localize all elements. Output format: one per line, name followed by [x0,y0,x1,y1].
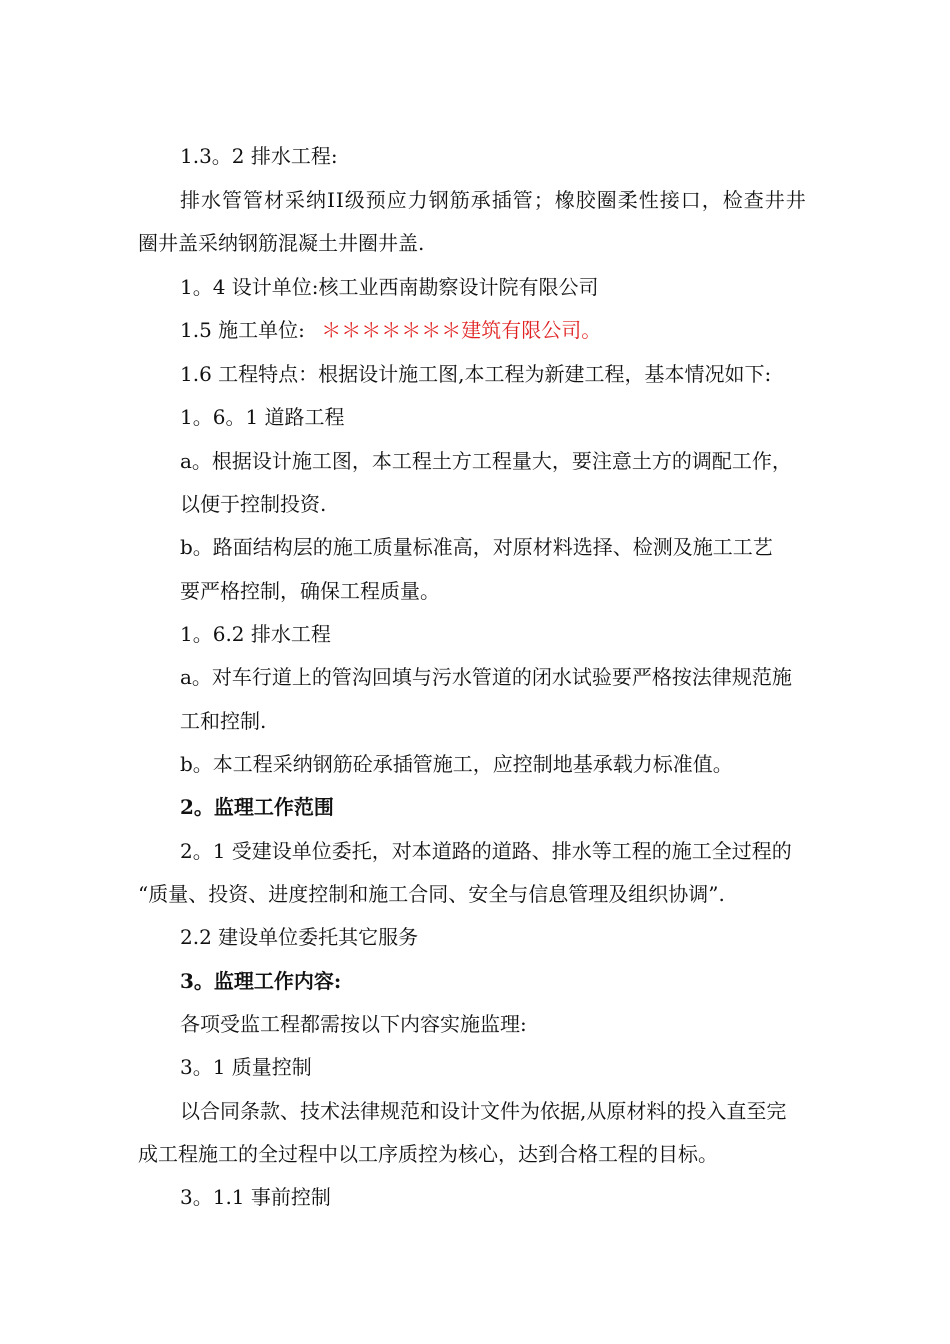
road-item-a-line-2: 以便于控制投资. [180,492,327,516]
heading-1-3-2: 1.3。2 排水工程: [180,144,338,168]
road-item-a-line-1: a。根据设计施工图，本工程土方工程量大，要注意土方的调配工作， [180,449,792,473]
section-2-heading: 2。监理工作范围 [180,795,334,819]
construction-unit [180,316,601,344]
project-features: 1.6 工程特点：根据设计施工图,本工程为新建工程，基本情况如下: [180,362,772,386]
scope-2-1-line-1: 2。1 受建设单位委托，对本道路的道路、排水等工程的施工全过程的 [180,839,792,863]
paragraph-drainage-line-1: 排水管管材采纳II级预应力钢筋承插管；橡胶圈柔性接口，检查井井 [180,188,807,212]
section-3-heading: 3。监理工作内容: [180,969,342,993]
quality-paragraph-line-2: 成工程施工的全过程中以工序质控为核心，达到合格工程的目标。 [138,1142,718,1166]
paragraph-drainage-line-2: 圈井盖采纳钢筋混凝土井圈井盖. [138,231,425,255]
scope-2-2: 2.2 建设单位委托其它服务 [180,925,419,949]
road-item-b-line-2: 要严格控制，确保工程质量。 [180,579,440,603]
drain-item-a-line-1: a。对车行道上的管沟回填与污水管道的闭水试验要严格按法律规范施 [180,665,792,689]
road-item-b-line-1: b。路面结构层的施工质量标准高，对原材料选择、检测及施工工艺 [180,535,773,559]
construction-unit-label: 1.5 施工单位: [180,318,305,342]
design-unit: 1。4 设计单位:核工业西南勘察设计院有限公司 [180,275,599,299]
heading-1-6-1: 1。6。1 道路工程 [180,405,345,429]
scope-2-1-line-2: “质量、投资、进度控制和施工合同、安全与信息管理及组织协调”. [138,882,725,906]
section-3-intro: 各项受监工程都需按以下内容实施监理: [180,1012,527,1036]
heading-3-1-1: 3。1.1 事前控制 [180,1185,331,1209]
drain-item-b: b。本工程采纳钢筋砼承插管施工，应控制地基承载力标准值。 [180,752,733,776]
quality-paragraph-line-1: 以合同条款、技术法律规范和设计文件为依据,从原材料的投入直至完 [180,1099,787,1123]
heading-3-1: 3。1 质量控制 [180,1055,312,1079]
construction-unit-value: ＊＊＊＊＊＊＊建筑有限公司。 [321,318,602,342]
drain-item-a-line-2: 工和控制. [180,709,267,733]
heading-1-6-2: 1。6.2 排水工程 [180,622,331,646]
